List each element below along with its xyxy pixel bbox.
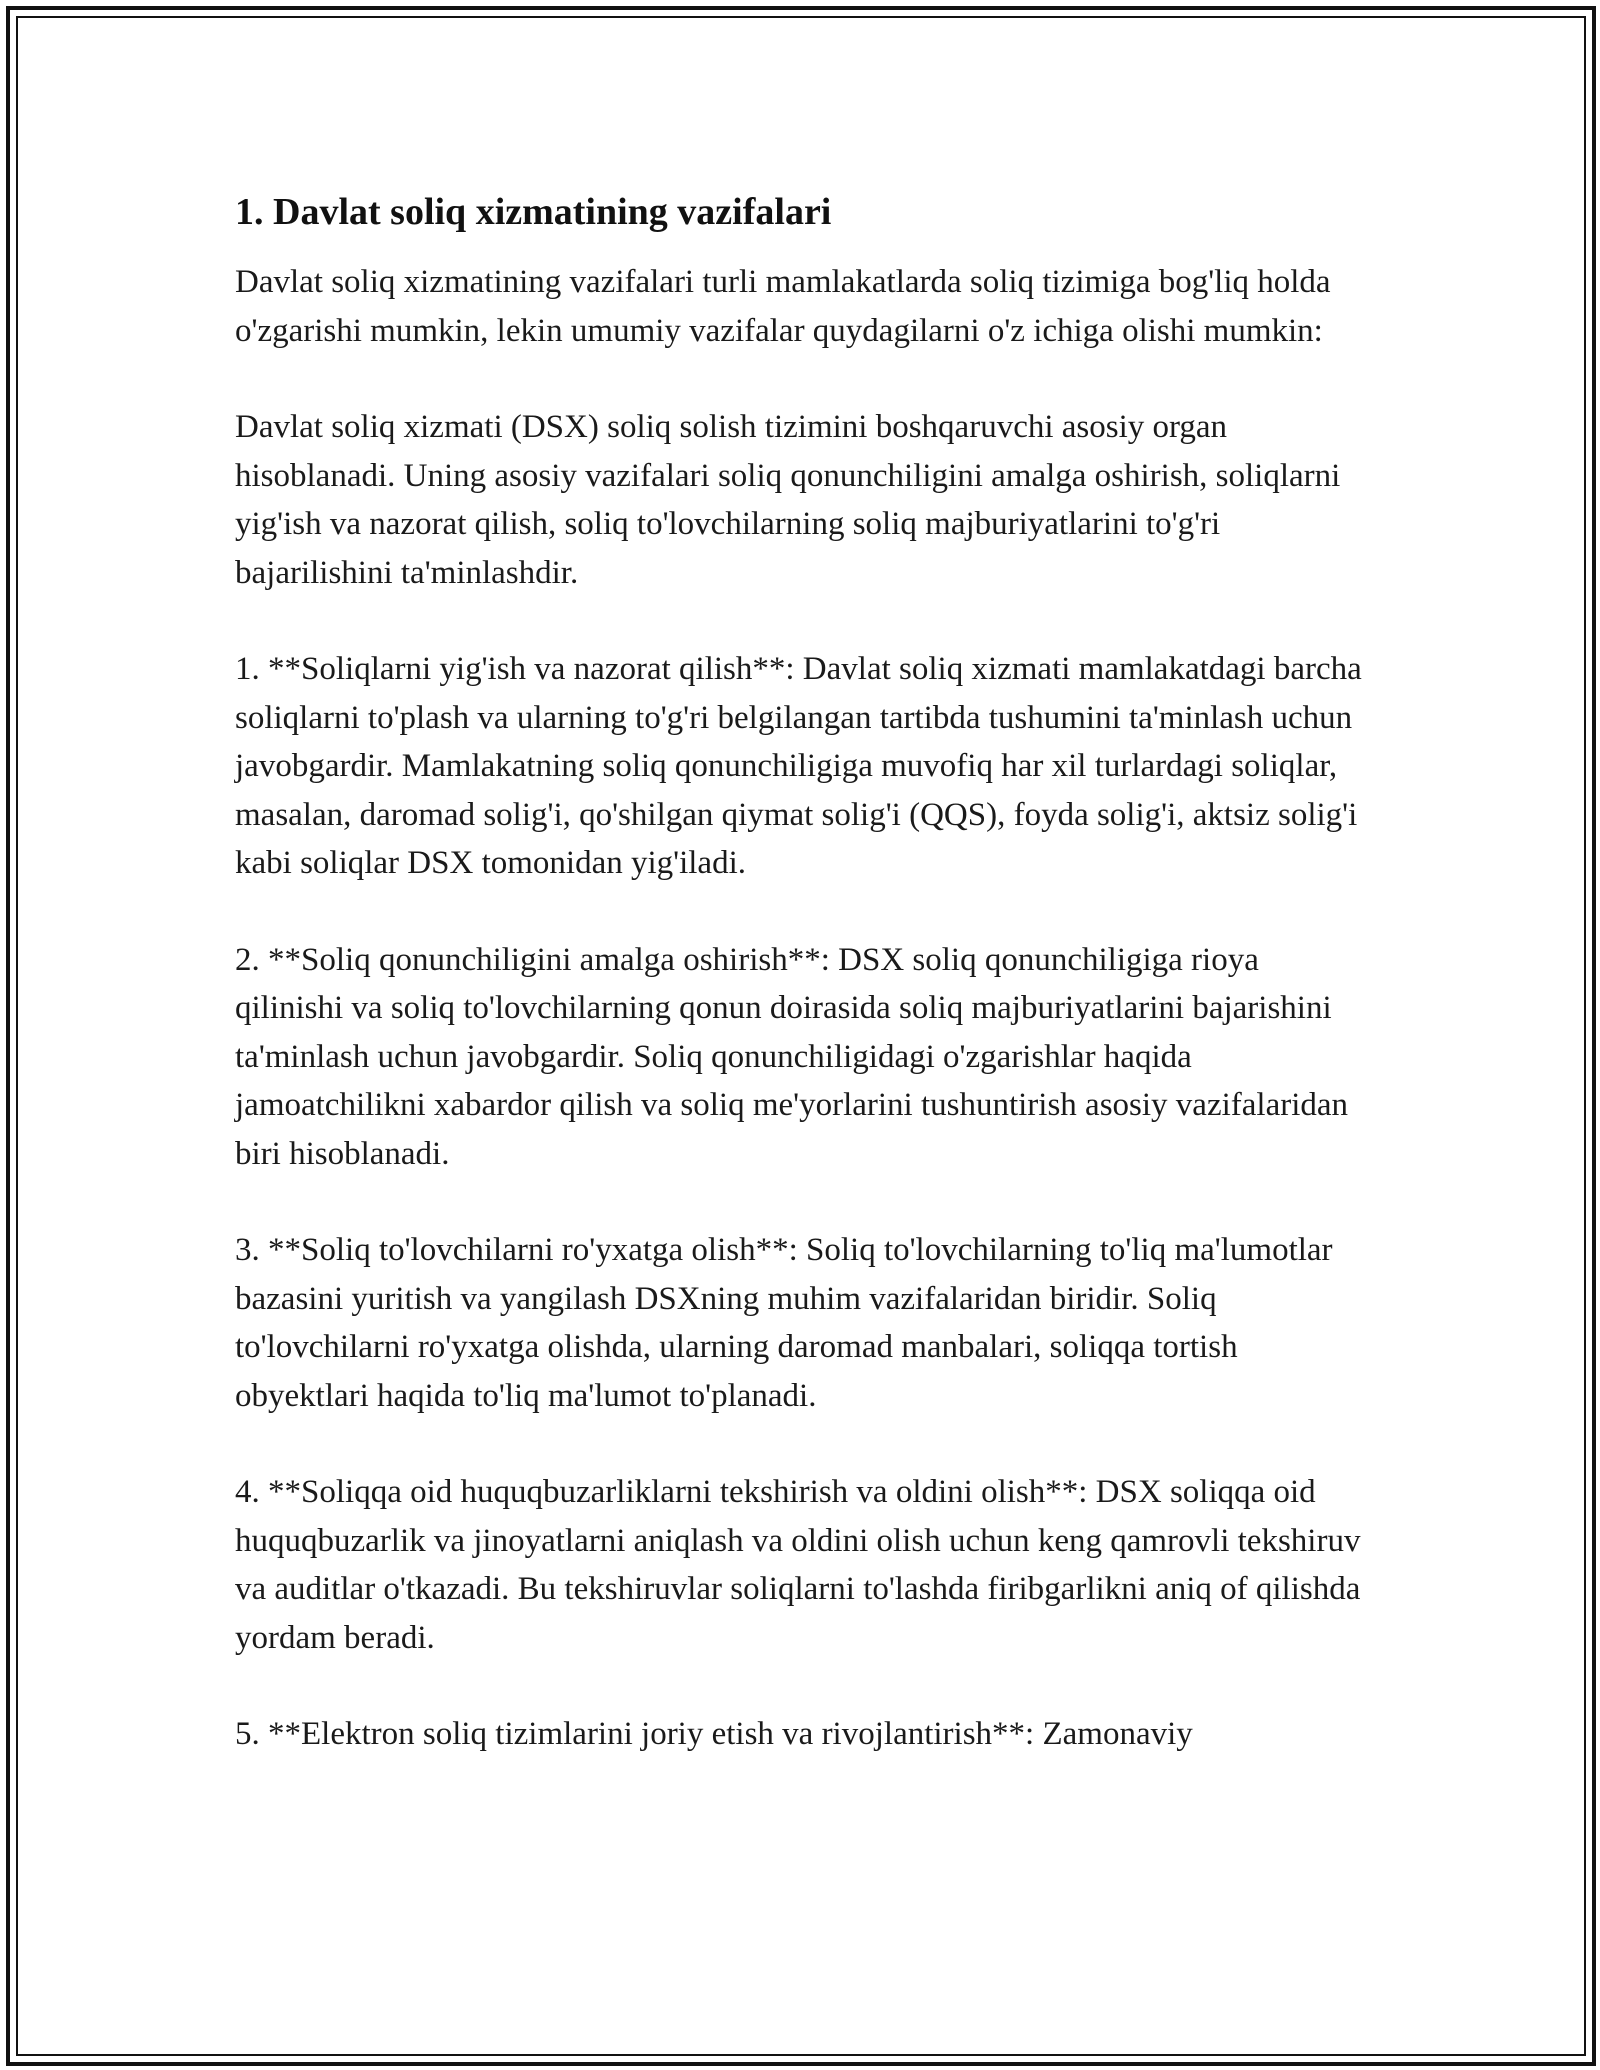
paragraph-dsx-overview: Davlat soliq xizmati (DSX) soliq solish tizimini boshqaruvchi asosiy organ hisoblanadi. Uning asosiy vazifalari soliq qonunchiligini amalga oshirish, soliqlarni yig'ish va nazorat qilish, soliq to'lovchilarning soliq majburiyatlarini to'g'ri bajarilishini ta'minlashdir. bbox=[235, 409, 1341, 591]
section-heading: 1. Davlat soliq xizmatining vazifalari bbox=[235, 191, 832, 233]
list-item-5: 5. **Elektron soliq tizimlarini joriy etish va rivojlantirish**: Zamonaviy bbox=[235, 1716, 1193, 1752]
list-item-1: 1. **Soliqlarni yig'ish va nazorat qilish**: Davlat soliq xizmati mamlakatdagi barcha soliqlarni to'plash va ularning to'g'ri belgilangan tartibda tushumini ta'minlash uchun javobgardir. Mamlakatning soliq qonunchiligiga muvofiq har xil turlardagi soliqlar, masalan, daromad solig'i, qo'shilgan qiymat solig'i (QQS), foyda solig'i, aktsiz solig'i kabi soliqlar DSX tomonidan yig'iladi. bbox=[235, 651, 1362, 881]
paragraph-intro: Davlat soliq xizmatining vazifalari turli mamlakatlarda soliq tizimiga bog'liq holda o'zgarishi mumkin, lekin umumiy vazifalar quydagilarni o'z ichiga olishi mumkin: bbox=[235, 264, 1331, 349]
list-item-2: 2. **Soliq qonunchiligini amalga oshirish**: DSX soliq qonunchiligiga rioya qilinishi va soliq to'lovchilarning qonun doirasida soliq majburiyatlarini bajarishini ta'minlash uchun javobgardir. Soliq qonunchiligidagi o'zgarishlar haqida jamoatchilikni xabardor qilish va soliq me'yorlarini tushuntirish asosiy vazifalaridan biri hisoblanadi. bbox=[235, 941, 1349, 1172]
document-body bbox=[235, 188, 1375, 1807]
list-item-3: 3. **Soliq to'lovchilarni ro'yxatga olish**: Soliq to'lovchilarning to'liq ma'lumotlar bazasini yuritish va yangilash DSXning muhim vazifalaridan biridir. Soliq to'lovchilarni ro'yxatga olishda, ularning daromad manbalari, soliqqa tortish obyektlari haqida to'liq ma'lumot to'planadi. bbox=[235, 1232, 1333, 1414]
list-item-4: 4. **Soliqqa oid huquqbuzarliklarni tekshirish va oldini olish**: DSX soliqqa oid huquqbuzarlik va jinoyatlarni aniqlash va oldini olish uchun keng qamrovli tekshiruv va auditlar o'tkazadi. Bu tekshiruvlar soliqlarni to'lashda firibgarlikni aniq of qilishda yordam beradi. bbox=[235, 1474, 1361, 1656]
